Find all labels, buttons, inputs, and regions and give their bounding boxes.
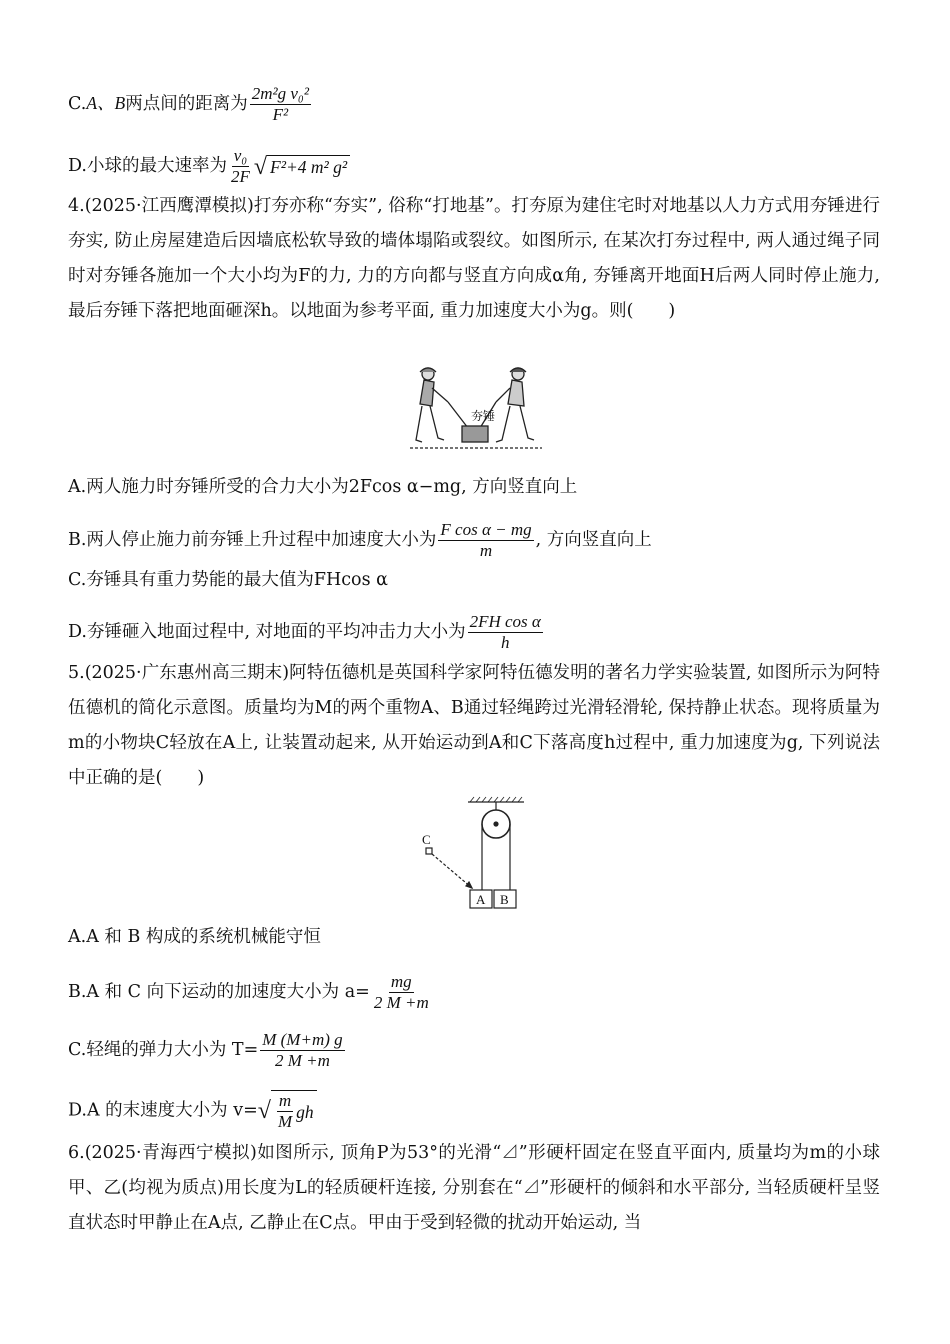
tamping-illustration (410, 362, 542, 456)
label-c: C (422, 832, 431, 847)
q5-optd-numerator: m (278, 1091, 292, 1110)
q5-stem: 5.(2025·广东惠州高三期末)阿特伍德机是英国科学家阿特伍德发明的著名力学实验装置, 如图所示为阿特伍德机的简化示意图。质量均为M的两个重物A、B通过轻绳跨过光滑轻滑轮, 保持静止状态。现将质量为m的小物块C轻放在A上, 让装置动起来, 从开始运动到A和C下落高度h过程中, 重力加速度为g, 下列说法中正确的是( ) (68, 663, 880, 788)
q4-optd-numerator: 2FH cos α (469, 612, 541, 631)
q4-option-d (68, 612, 545, 653)
q3-optc-fraction (250, 84, 311, 125)
q3-optd-radical: √ F²+4 m² g² (254, 155, 350, 178)
q5-optd-fraction (276, 1091, 294, 1132)
q5-option-c (68, 1030, 347, 1071)
q3-optc-points: A、B (86, 93, 126, 113)
q3-optd-text: D.小球的最大速率为 (68, 156, 227, 176)
tamper-label: 夯锤 (471, 409, 496, 423)
q5-option-d (68, 1090, 317, 1132)
q5-optb-text: B.A 和 C 向下运动的加速度大小为 a= (68, 982, 370, 1002)
q3-optc-numerator: 2m²g v₀² (251, 84, 309, 103)
q4-stem: 4.(2025·江西鹰潭模拟)打夯亦称“夯实”, 俗称“打地基”。打夯原为建住宅时对地基以人力方式用夯锤进行夯实, 防止房屋建造后因墙底松软导致的墙体塌陷或裂纹。如图所示, 在某次打夯过程中, 两人通过绳子同时对夯锤各施加一个大小均为F的力, 力的方向都与竖直方向成α角, 夯锤离开地面H后两人同时停止施力, 最后夯锤下落把地面砸深h。以地面为参考平面, 重力加速度大小为g。则( ) (68, 196, 880, 321)
q3-option-c (68, 84, 313, 125)
q5-optb-numerator: mg (390, 972, 412, 991)
atwood-machine-diagram (420, 796, 530, 912)
q3-optd-fraction (229, 146, 252, 187)
q5-optd-gh: gh (296, 1101, 314, 1122)
q5-optd-denominator: M (277, 1112, 293, 1131)
q4-optd-fraction (468, 612, 543, 653)
q5-option-b (68, 972, 433, 1013)
q5-optb-denominator: 2 M +m (373, 993, 429, 1012)
q3-optd-numerator: v₀ (233, 146, 248, 165)
q4-optd-text: D.夯锤砸入地面过程中, 对地面的平均冲击力大小为 (68, 622, 466, 642)
label-a: A (476, 892, 486, 907)
q5-optb-fraction (372, 972, 431, 1013)
q4-option-b (68, 520, 652, 561)
q5-optd-radical: √ $\frac{m}{M}$ gh (258, 1090, 317, 1132)
q5-optc-numerator: M (M+m) g (262, 1030, 343, 1049)
q4-figure (410, 362, 542, 456)
q4-optd-denominator: h (500, 633, 510, 652)
q4-optb-direction: , 方向竖直向上 (535, 530, 652, 550)
q4-option-c: C.夯锤具有重力势能的最大值为FHcos α (68, 570, 388, 590)
q5-optd-text: D.A 的末速度大小为 v= (68, 1100, 258, 1121)
q3-optc-label: C. (68, 94, 87, 114)
q4-optb-numerator: F cos α − mg (440, 520, 532, 539)
q3-optc-denominator: F² (272, 105, 289, 124)
q4-optb-text: B.两人停止施力前夯锤上升过程中加速度大小为 (68, 530, 437, 550)
q3-option-d (68, 146, 350, 187)
q5-optc-fraction (260, 1030, 344, 1071)
q5-optc-text: C.轻绳的弹力大小为 T= (68, 1040, 259, 1060)
q6-stem: 6.(2025·青海西宁模拟)如图所示, 顶角P为53°的光滑“⊿”形硬杆固定在竖直平面内, 质量均为m的小球甲、乙(均视为质点)用长度为L的轻质硬杆连接, 分别套在“⊿”形硬杆的倾斜和水平部分, 当轻质硬杆呈竖直状态时甲静止在A点, 乙静止在C点。甲由于受到轻微的扰动开始运动, 当 (68, 1143, 880, 1233)
q4-optb-fraction (438, 520, 533, 561)
q5-option-a: A.A 和 B 构成的系统机械能守恒 (68, 927, 321, 947)
q5-optc-denominator: 2 M +m (274, 1051, 330, 1070)
label-b: B (500, 892, 509, 907)
q4-option-a: A.两人施力时夯锤所受的合力大小为2Fcos α−mg, 方向竖直向上 (68, 477, 578, 497)
q5-figure (420, 796, 530, 912)
q3-optd-denominator: 2F (230, 167, 250, 186)
q4-optb-denominator: m (479, 541, 493, 560)
q3-optd-radicand: F²+4 m² g² (267, 155, 350, 178)
q3-optc-text: 两点间的距离为 (125, 94, 248, 114)
